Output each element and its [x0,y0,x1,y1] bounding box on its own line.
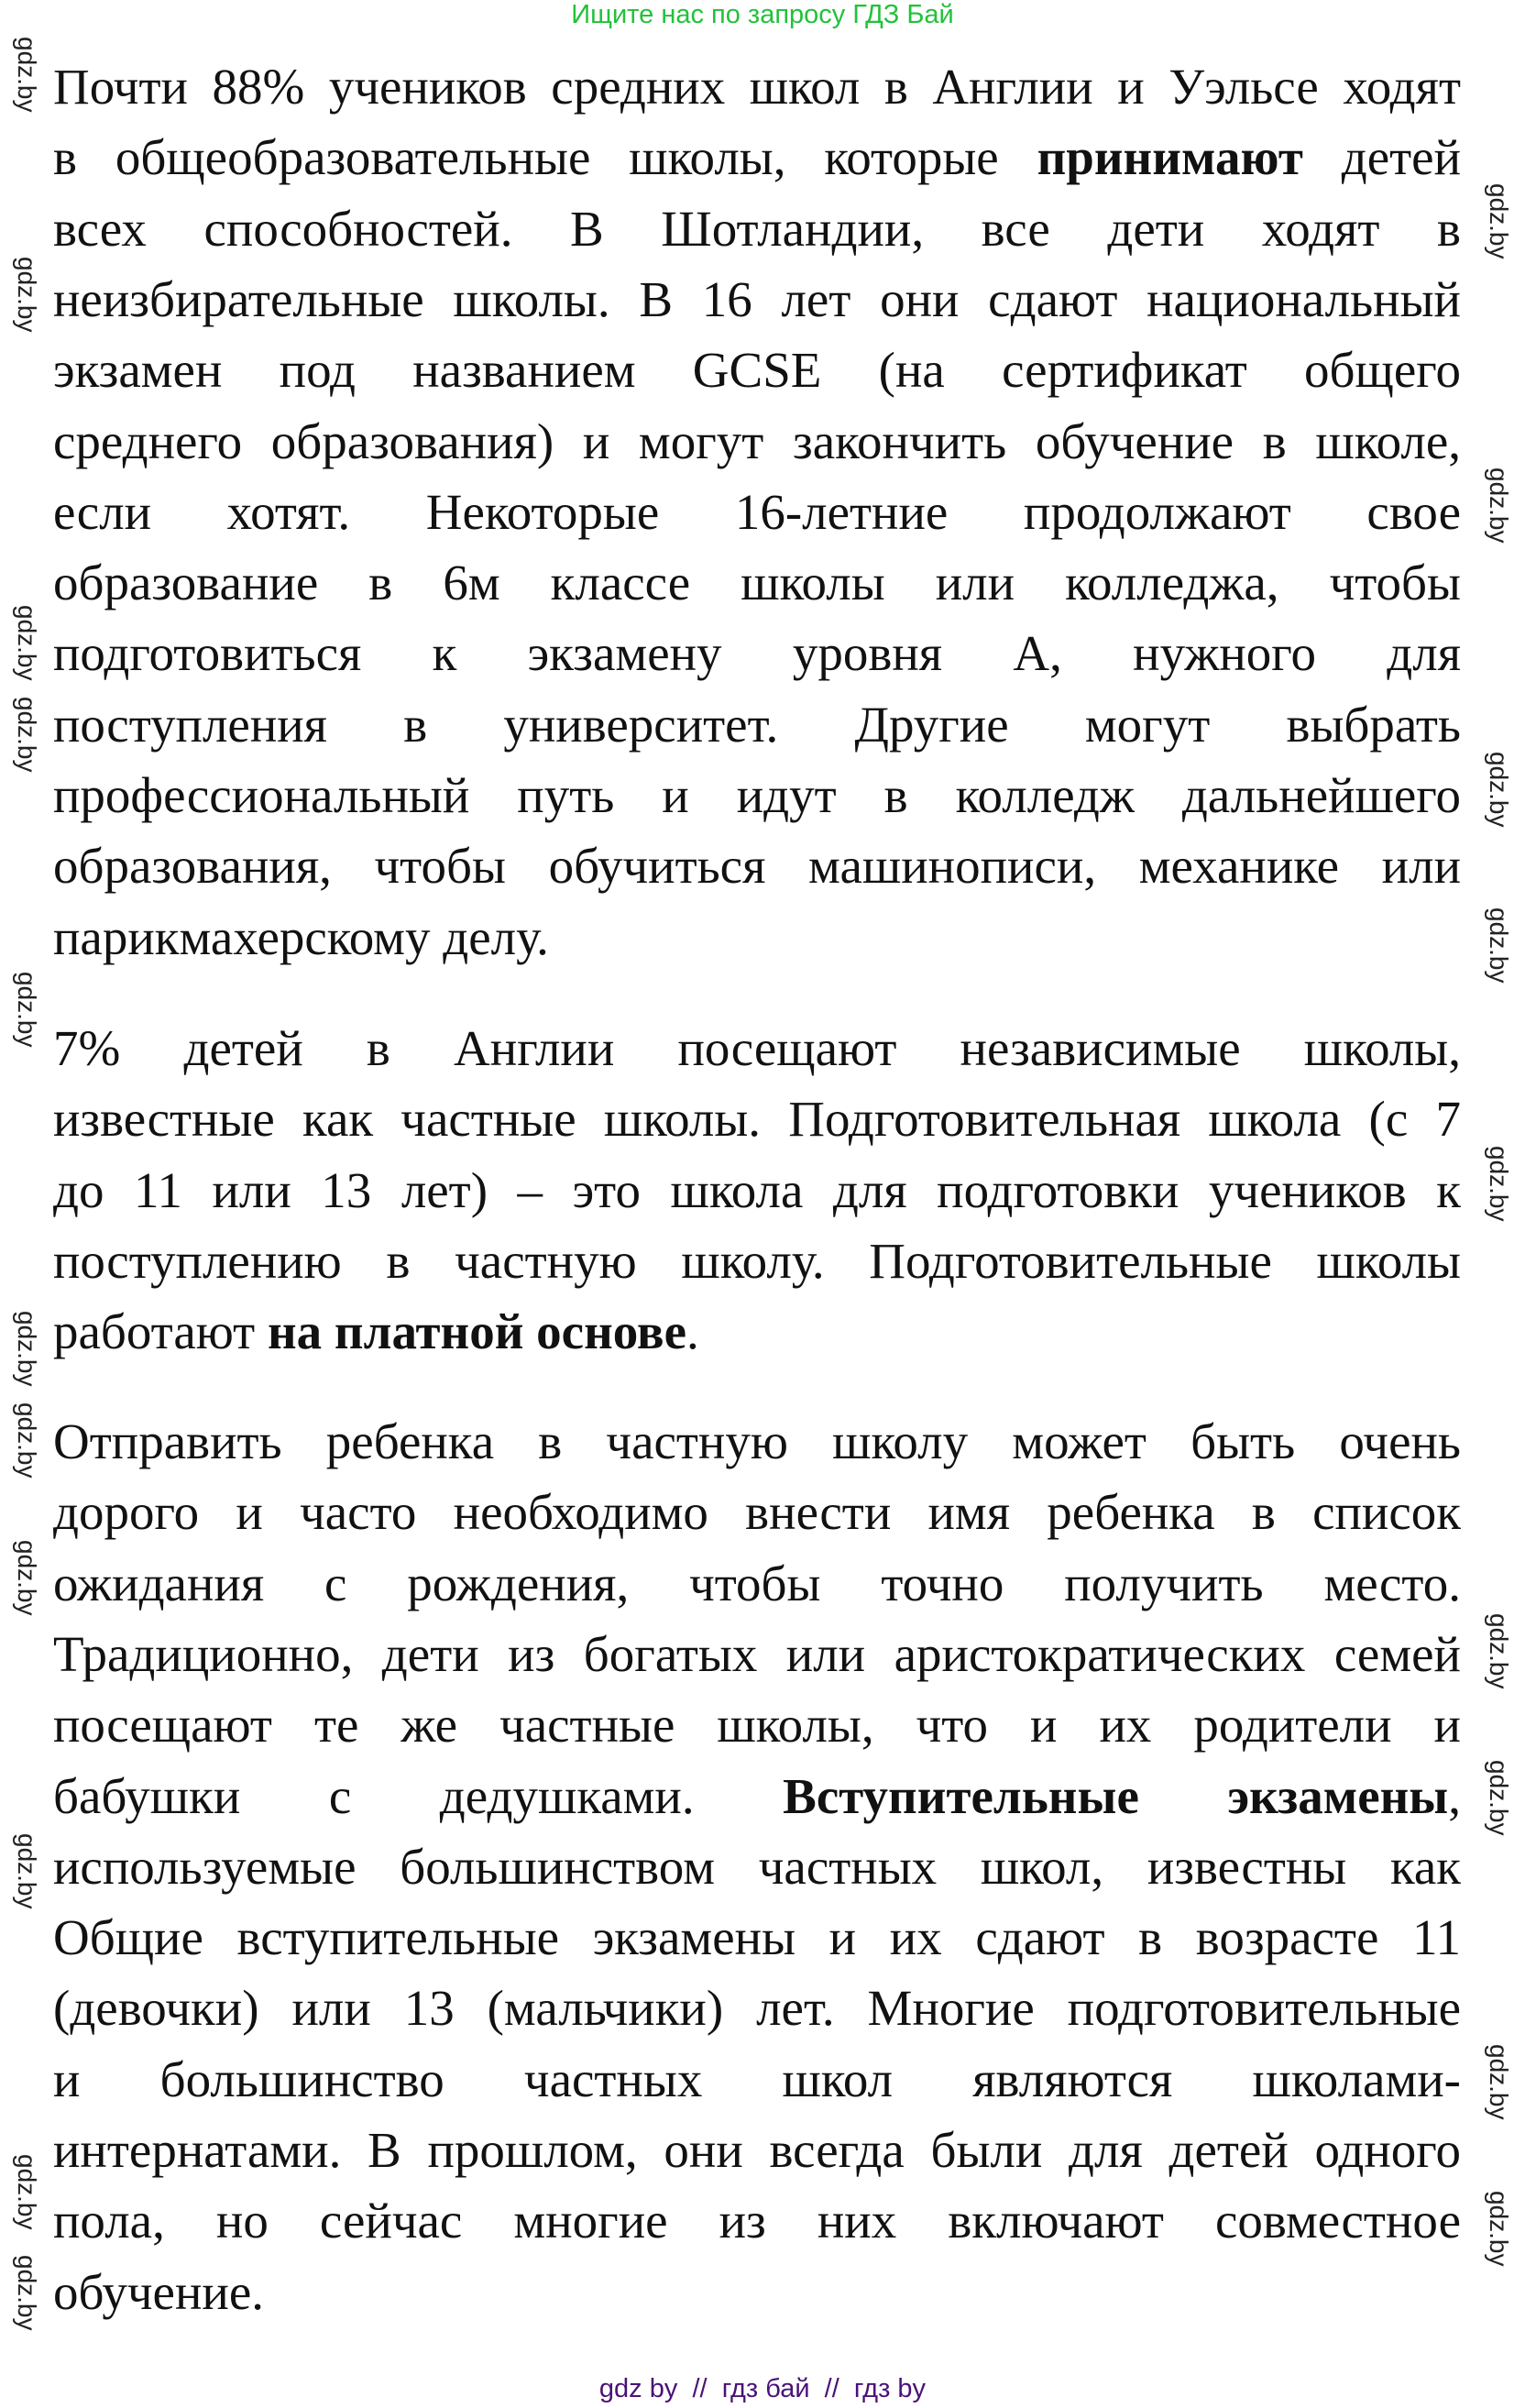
paragraph-3-line [53,1838,1461,1897]
paragraph-1-line [53,554,1461,612]
text-segment: , [1448,1768,1461,1824]
watermark-text: gdz.by [1485,183,1513,259]
text-segment: образования, чтобы обучиться машинописи, механике или [53,838,1461,894]
text-segment: обучение. [53,2264,264,2320]
text-segment: известные как частные школы. Подготовительная школа (с 7 [53,1091,1461,1147]
paragraph-2-line [53,1161,1461,1220]
paragraph-1-line [53,341,1461,400]
bold-term: на платной основе [267,1303,687,1359]
text-segment: работают [53,1303,268,1359]
paragraph-3-line [53,2263,1461,2322]
text-segment: . [686,1303,699,1359]
paragraph-2-line [53,1019,1461,1078]
watermark-text: gdz.by [13,605,41,681]
text-segment: пола, но сейчас многие из них включают совместное [53,2193,1461,2249]
paragraph-1-line [53,696,1461,754]
paragraph-1-line [53,483,1461,542]
watermark-text: gdz.by [1485,2191,1513,2267]
paragraph-3-line [53,2192,1461,2250]
paragraph-1-line [53,412,1461,471]
text-segment: и большинство частных школ являются школами- [53,2051,1461,2107]
paragraph-1-line [53,766,1461,825]
paragraph-1-line [53,837,1461,896]
watermark-text: gdz.by [13,972,41,1048]
watermark-text: gdz.by [1485,752,1513,828]
watermark-text: gdz.by [13,2255,41,2331]
text-segment: ожидания с рождения, чтобы точно получить место. [53,1556,1461,1611]
watermark-text: gdz.by [13,697,41,773]
text-segment: 7% детей в Англии посещают независимые школы, [53,1020,1461,1076]
paragraph-2-line [53,1303,1461,1361]
text-segment: бабушки с дедушками. [53,1768,784,1824]
text-segment: интернатами. В прошлом, они всегда были для детей одного [53,2122,1461,2178]
paragraph-3-line [53,1908,1461,1967]
text-segment: Почти 88% учеников средних школ в Англии и Уэльсе ходят [53,59,1461,115]
bold-term: Вступительные экзамены [783,1768,1449,1824]
paragraph-1-line [53,58,1461,116]
text-segment: среднего образования) и могут закончить обучение в школе, [53,413,1461,469]
watermark-text: gdz.by [13,2154,41,2230]
watermark-text: gdz.by [13,37,41,113]
paragraph-3-line [53,1696,1461,1754]
paragraph-3-line [53,1979,1461,2038]
text-segment: используемые большинством частных школ, известны как [53,1839,1461,1895]
text-segment: Традиционно, дети из богатых или аристократических семей [53,1626,1461,1682]
watermark-text: gdz.by [13,1402,41,1479]
text-segment: если хотят. Некоторые 16-летние продолжают свое [53,484,1461,540]
watermark-text: gdz.by [1485,1146,1513,1222]
bold-term: принимают [1037,129,1303,185]
paragraph-1-line [53,200,1461,258]
text-segment: неизбирательные школы. В 16 лет они сдают национальный [53,271,1461,327]
paragraph-3-line [53,1483,1461,1542]
watermark-text: gdz.by [13,257,41,333]
text-segment: парикмахерскому делу. [53,909,549,965]
paragraph-1-line [53,270,1461,329]
paragraph-3-line [53,1625,1461,1684]
paragraph-1-line [53,624,1461,683]
search-hint-banner: Ищите нас по запросу ГДЗ Бай [571,0,954,29]
watermark-text: gdz.by [1485,467,1513,544]
watermark-text: gdz.by [1485,1760,1513,1836]
paragraph-2-line [53,1090,1461,1149]
text-segment: всех способностей. В Шотландии, все дети ходят в [53,201,1461,257]
text-segment: профессиональный путь и идут в колледж дальнейшего [53,767,1461,823]
paragraph-3-line [53,1555,1461,1613]
text-segment: экзамен под названием GCSE (на сертификат общего [53,342,1461,398]
paragraph-1-line [53,128,1461,187]
text-segment: до 11 или 13 лет) – это школа для подготовки учеников к [53,1162,1461,1218]
watermark-text: gdz.by [1485,907,1513,984]
watermark-text: gdz.by [1485,1613,1513,1689]
footer-links: gdz by // гдз бай // гдз by [598,2374,927,2403]
watermark-text: gdz.by [13,1540,41,1616]
paragraph-3-line [53,1767,1461,1826]
text-segment: в общеобразовательные школы, которые [53,129,1037,185]
paragraph-1-line [53,908,1461,967]
watermark-text: gdz.by [1485,2044,1513,2120]
text-segment: Отправить ребенка в частную школу может быть очень [53,1413,1461,1469]
paragraph-3-line [53,2121,1461,2180]
text-segment: дорого и часто необходимо внести имя ребенка в список [53,1484,1461,1540]
watermark-text: gdz.by [13,1833,41,1909]
text-segment: подготовиться к экзамену уровня А, нужного для [53,625,1461,681]
paragraph-2-line [53,1232,1461,1291]
text-segment: детей [1302,129,1461,185]
text-segment: (девочки) или 13 (мальчики) лет. Многие подготовительные [53,1980,1461,2036]
paragraph-3-line [53,2051,1461,2109]
text-segment: посещают те же частные школы, что и их родители и [53,1697,1461,1753]
watermark-text: gdz.by [13,1311,41,1387]
paragraph-3-line [53,1413,1461,1471]
text-segment: поступлению в частную школу. Подготовительные школы [53,1233,1461,1289]
text-segment: поступления в университет. Другие могут выбрать [53,697,1461,753]
text-segment: образование в 6м классе школы или колледжа, чтобы [53,555,1461,610]
text-segment: Общие вступительные экзамены и их сдают в возрасте 11 [53,1909,1461,1965]
